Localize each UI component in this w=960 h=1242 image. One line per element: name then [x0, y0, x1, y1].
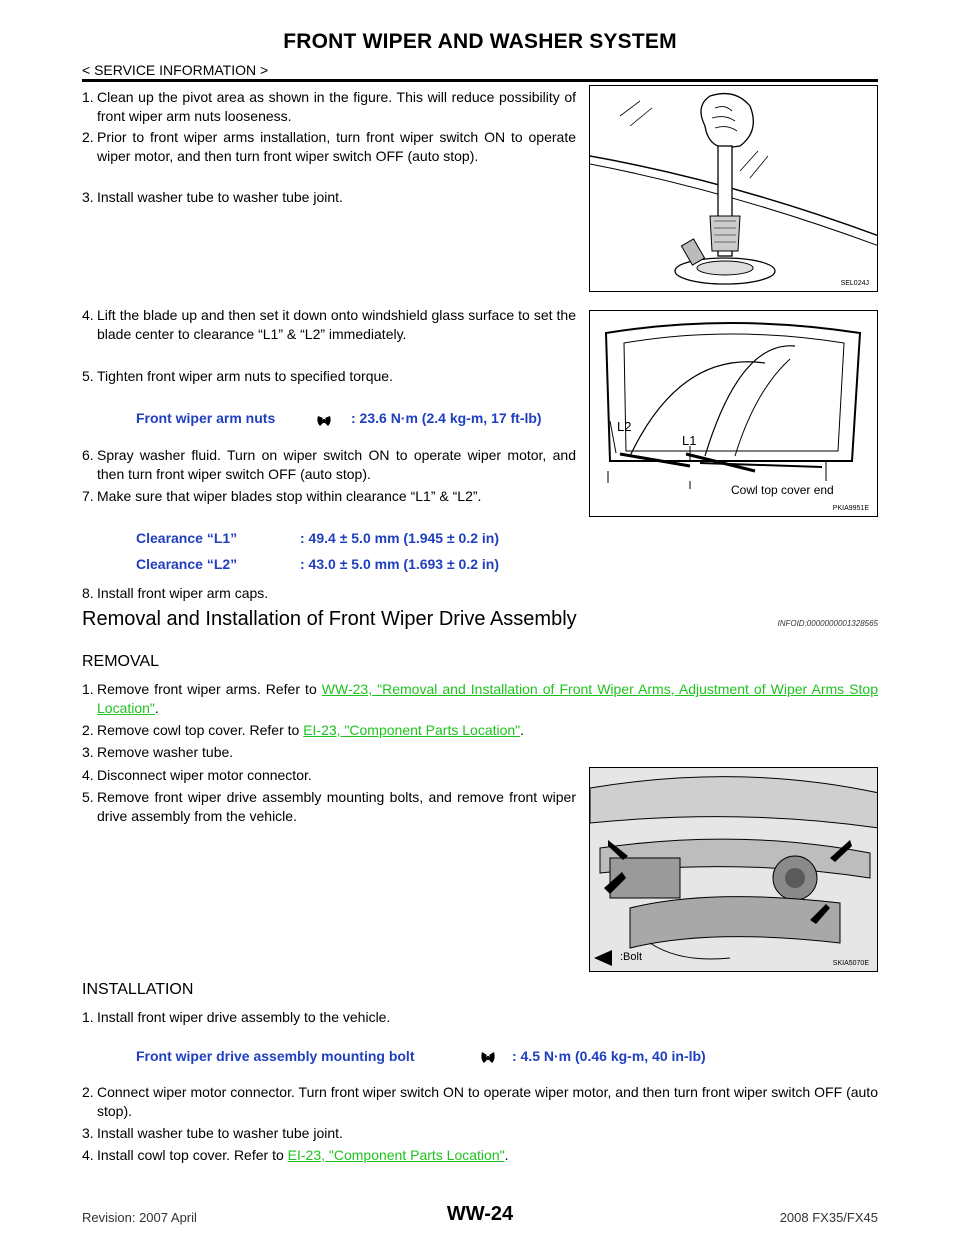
removal-step-5: 5. Remove front wiper drive assembly mounting bolts, and remove front wiper drive assembly from the vehicle. [82, 789, 576, 824]
arm-step-4: 4. Lift the blade up and then set it down onto windshield glass surface to set the blade center to clearance “L1” & “L2” immediately. [82, 307, 576, 342]
clearance-l2-label: Clearance “L2” [136, 556, 238, 572]
torque-wrench-icon [314, 412, 334, 430]
link-ei-23[interactable]: EI-23, "Component Parts Location" [287, 1147, 505, 1163]
footer-model: 2008 FX35/FX45 [779, 1210, 878, 1225]
removal-step-3: 3. Remove washer tube. [82, 744, 234, 760]
arm-step-3: 3. Install washer tube to washer tube joint. [82, 189, 343, 205]
clearance-l1-value: : 49.4 ± 5.0 mm (1.945 ± 0.2 in) [300, 530, 500, 546]
removal-step-1: 1. Remove front wiper arms. Refer to WW-23, "Removal and Installation of Front Wiper Arms, Adjustment of Wiper Arms Stop Location". [82, 681, 878, 716]
header-rule [82, 79, 878, 82]
removal-step-4: 4. Disconnect wiper motor connector. [82, 767, 312, 783]
installation-heading: INSTALLATION [82, 981, 194, 998]
link-ww-23[interactable]: WW-23, "Removal and Installation of Front Wiper Arms, Adjustment of Wiper Arms Stop Location" [97, 681, 878, 716]
figure-code: SEL024J [840, 280, 869, 287]
pivot-cleaning-illustration [590, 86, 878, 292]
clearance-l1-label: Clearance “L1” [136, 530, 238, 546]
figure-code: SKIA5070E [832, 960, 869, 967]
bolt-torque-value: : 4.5 N·m (0.46 kg-m, 40 in-lb) [512, 1048, 706, 1064]
arm-step-1: 1. Clean up the pivot area as shown in the figure. This will reduce possibility of front wiper arm nuts looseness. [82, 89, 576, 124]
installation-step-1: 1. Install front wiper drive assembly to the vehicle. [82, 1009, 391, 1025]
installation-step-2: 2. Connect wiper motor connector. Turn front wiper switch ON to operate wiper motor, and then turn front wiper switch OFF (auto stop). [82, 1084, 878, 1119]
page-number: WW-24 [446, 1203, 514, 1225]
removal-heading: REMOVAL [82, 653, 160, 670]
arm-step-7: 7. Make sure that wiper blades stop within clearance “L1” & “L2”. [82, 488, 482, 504]
info-id: INFOID:0000000001328565 [777, 619, 878, 628]
clearance-l2-value: : 43.0 ± 5.0 mm (1.693 ± 0.2 in) [300, 556, 500, 572]
arm-step-2: 2. Prior to front wiper arms installation, turn front wiper switch ON to operate wiper motor, and then turn front wiper switch OFF (auto stop). [82, 129, 576, 164]
link-ei-23[interactable]: EI-23, "Component Parts Location" [303, 722, 521, 738]
arm-step-5: 5. Tighten front wiper arm nuts to specified torque. [82, 368, 393, 384]
arm-step-6: 6. Spray washer fluid. Turn on wiper switch ON to operate wiper motor, and then turn front wiper switch OFF (auto stop). [82, 447, 576, 482]
torque-label: Front wiper arm nuts [136, 410, 276, 426]
label-l1: L1 [682, 433, 697, 448]
installation-step-4: 4. Install cowl top cover. Refer to EI-23, "Component Parts Location". [82, 1147, 509, 1163]
figure-pivot-cleaning [589, 85, 878, 292]
footer-revision: Revision: 2007 April [82, 1210, 197, 1225]
label-cowl-top-cover-end: Cowl top cover end [731, 483, 834, 497]
torque-value: : 23.6 N·m (2.4 kg-m, 17 ft-lb) [351, 410, 542, 426]
figure-code: PKIA9951E [832, 505, 869, 512]
breadcrumb: < SERVICE INFORMATION > [82, 62, 269, 78]
torque-wrench-icon [478, 1048, 498, 1068]
page-title: FRONT WIPER AND WASHER SYSTEM [283, 30, 677, 53]
section-heading: Removal and Installation of Front Wiper Drive Assembly [82, 608, 577, 630]
installation-step-3: 3. Install washer tube to washer tube joint. [82, 1125, 343, 1141]
figure-clearance [589, 310, 878, 517]
bolt-torque-label: Front wiper drive assembly mounting bolt [136, 1048, 415, 1064]
label-l2: L2 [617, 419, 632, 434]
figure-drive-assembly [589, 767, 878, 972]
removal-step-2: 2. Remove cowl top cover. Refer to EI-23, "Component Parts Location". [82, 722, 525, 738]
arm-step-8: 8. Install front wiper arm caps. [82, 585, 269, 601]
bolt-legend: :Bolt [620, 951, 643, 963]
drive-assembly-illustration [590, 768, 878, 972]
